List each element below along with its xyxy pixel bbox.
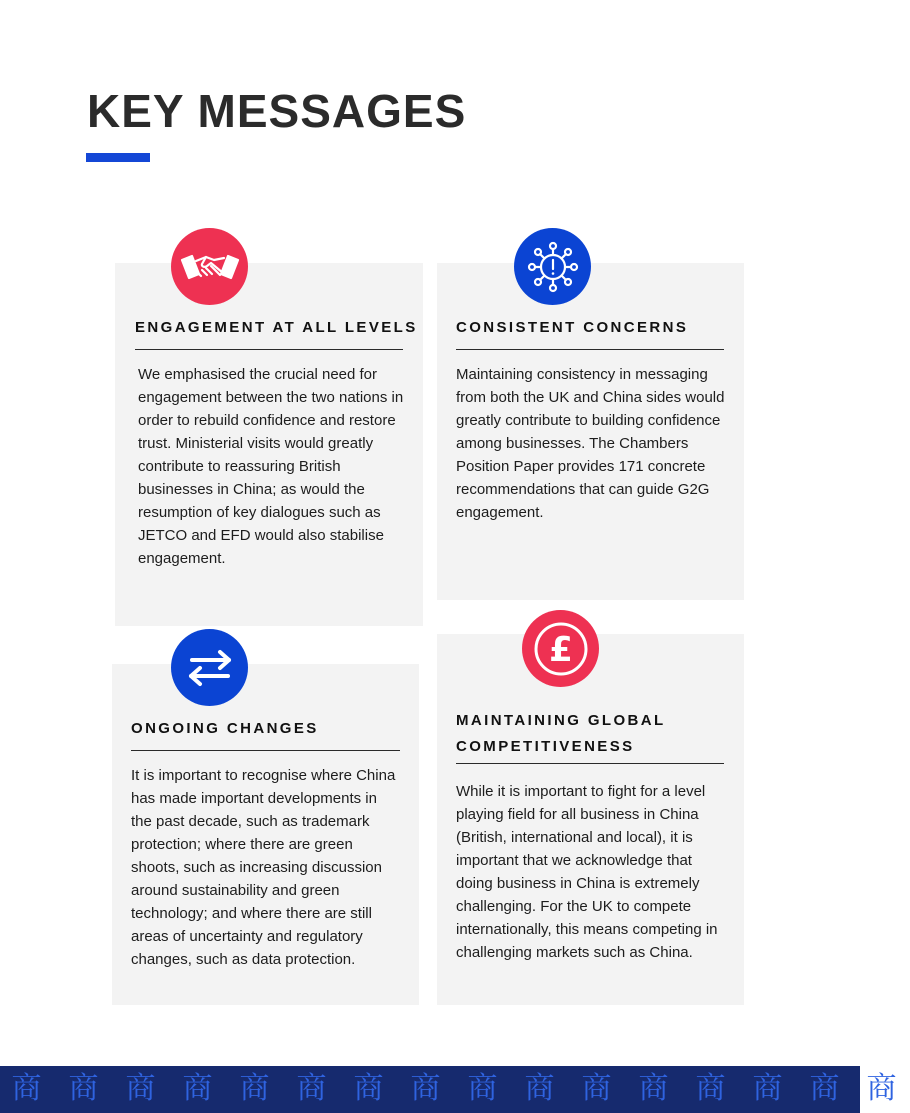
alert-network-icon bbox=[514, 228, 591, 305]
handshake-icon bbox=[171, 228, 248, 305]
pattern-glyph: 商 bbox=[353, 1071, 384, 1106]
card-title: ENGAGEMENT AT ALL LEVELS bbox=[135, 319, 418, 336]
pattern-glyph: 商 bbox=[296, 1071, 327, 1106]
svg-text:£: £ bbox=[548, 629, 573, 670]
title-rule bbox=[135, 349, 403, 350]
pattern-glyph: 商 bbox=[467, 1071, 498, 1106]
pattern-glyph: 商 bbox=[866, 1071, 897, 1106]
pattern-glyph: 商 bbox=[410, 1071, 441, 1106]
exchange-arrows-icon bbox=[171, 629, 248, 706]
title-underline bbox=[86, 153, 150, 162]
card-title: ONGOING CHANGES bbox=[131, 720, 319, 737]
card-body: While it is important to fight for a level playing field for all business in China (British, international and local), it is important that we acknowledge that doing business in China is extremely challenging. For the UK to compete internationally, this means competing in challenging markets such as China. bbox=[456, 783, 718, 961]
pattern-glyph: 商 bbox=[11, 1071, 42, 1106]
pattern-glyph: 商 bbox=[638, 1071, 669, 1106]
pattern-glyph: 商 bbox=[695, 1071, 726, 1106]
pattern-glyph: 商 bbox=[182, 1071, 213, 1106]
page-title: KEY MESSAGES bbox=[87, 85, 467, 137]
pattern-glyph: 商 bbox=[239, 1071, 270, 1106]
pattern-glyph: 商 bbox=[809, 1071, 840, 1106]
title-rule bbox=[456, 763, 724, 764]
pattern-glyph: 商 bbox=[68, 1071, 99, 1106]
card-title: CONSISTENT CONCERNS bbox=[456, 319, 689, 336]
pattern-glyph: 商 bbox=[524, 1071, 555, 1106]
pattern-glyph: 商 bbox=[581, 1071, 612, 1106]
pattern-glyph: 商 bbox=[125, 1071, 156, 1106]
card-body: We emphasised the crucial need for engagement between the two nations in order to rebuild confidence and restore trust. Ministerial visits would greatly contribute to reassuring British businesses in China; as would the resumption of key dialogues such as JETCO and EFD would also stabilise engagement. bbox=[138, 366, 404, 567]
pound-sign-icon bbox=[522, 610, 599, 687]
card-body: Maintaining consistency in messaging from both the UK and China sides would greatly contribute to building confidence among businesses. The Chambers Position Paper provides 171 concrete recommendations that can guide G2G engagement. bbox=[456, 366, 725, 521]
pattern-glyph: 商 bbox=[752, 1071, 783, 1106]
title-rule bbox=[456, 349, 724, 350]
footer-pattern bbox=[0, 1069, 910, 1109]
footer-pattern-band bbox=[0, 1066, 897, 1113]
card-body: It is important to recognise where China has made important developments in the past decade, such as trademark protection; where there are green shoots, such as increasing discussion around sustainability and green technology; and where there are still areas of uncertainty and regulatory changes, such as data protection. bbox=[131, 767, 396, 968]
card-title: MAINTAINING GLOBAL COMPETITIVENESS bbox=[456, 712, 666, 755]
title-rule bbox=[131, 750, 400, 751]
